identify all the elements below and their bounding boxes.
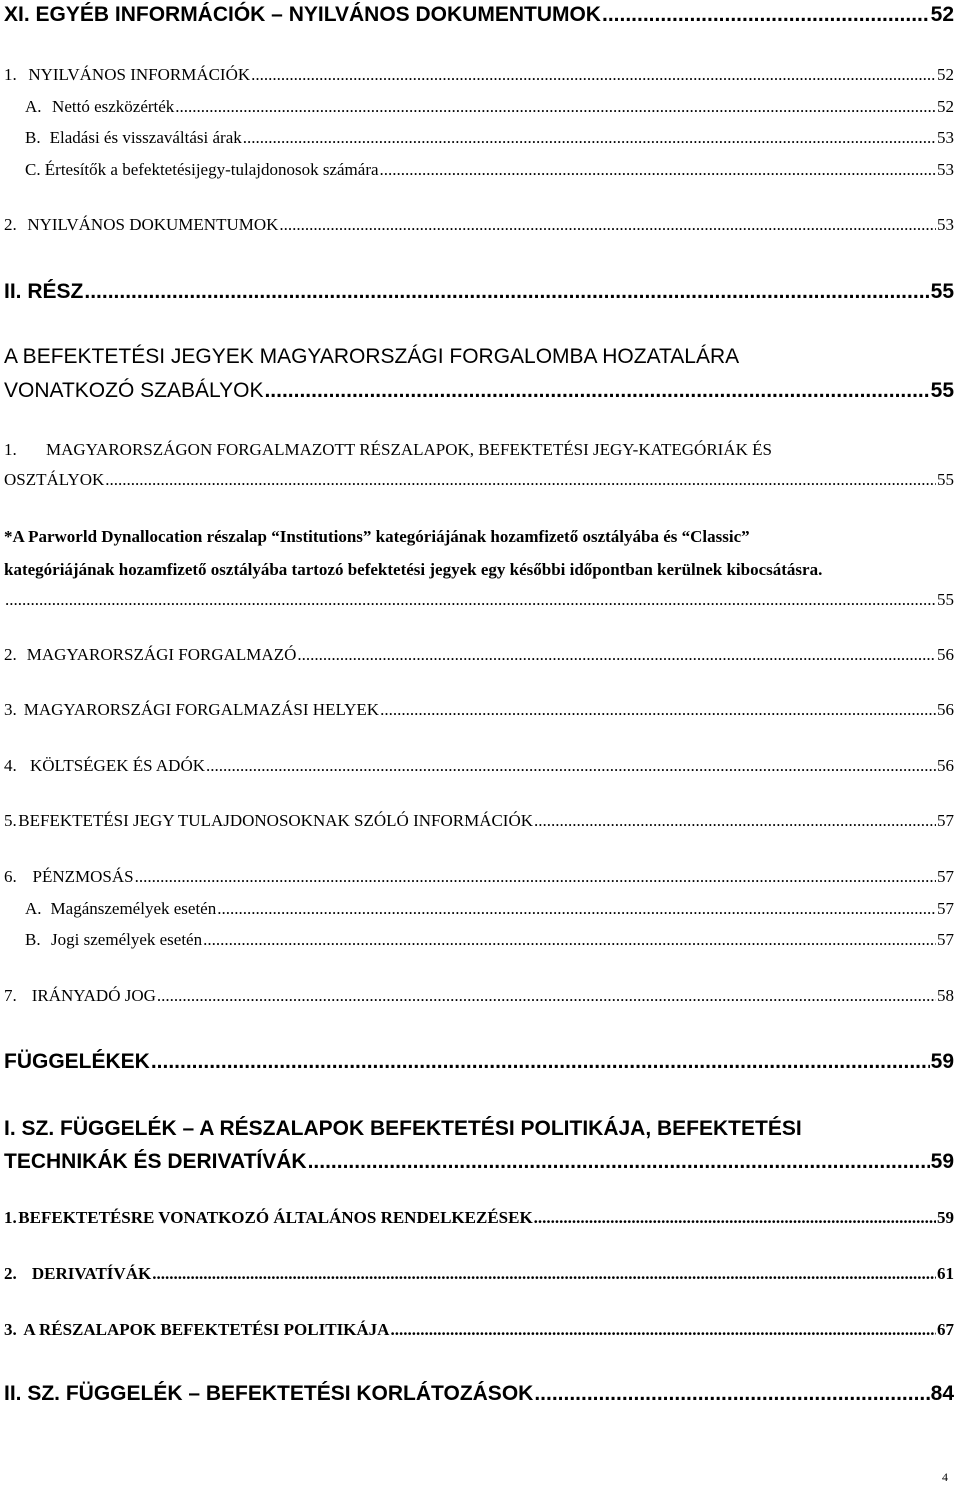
toc-number: 5. (4, 811, 17, 830)
toc-entry-parworld-line1[interactable] (4, 527, 750, 547)
toc-page: 58 (937, 986, 954, 1005)
toc-number: 1. (4, 440, 17, 459)
toc-page: 57 (937, 811, 954, 830)
toc-label: Magánszemélyek esetén (50, 899, 217, 918)
toc-entry-maganszemelyek[interactable] (25, 899, 954, 919)
toc-number: C. (25, 160, 41, 179)
toc-entry-parworld-line2[interactable] (4, 560, 822, 580)
toc-leader (175, 97, 936, 117)
toc-page: 57 (937, 899, 954, 918)
toc-page: 57 (937, 867, 954, 886)
toc-number: B. (25, 128, 41, 147)
toc-entry-befektetesi-politika[interactable] (4, 1320, 954, 1340)
toc-entry-forgalmazasi-helyek[interactable] (4, 700, 954, 720)
toc-page: 84 (930, 1382, 954, 1405)
toc-leader (308, 1150, 930, 1174)
toc-entry-ii-sz-fuggelek[interactable] (4, 1382, 954, 1406)
toc-label: MAGYARORSZÁGON FORGALMAZOTT RÉSZALAPOK, BEFEKTETÉSI JEGY-KATEGÓRIÁK ÉS (46, 440, 772, 459)
toc-label: kategóriájának hozamfizető osztályába tartozó befektetési jegyek egy későbbi időpontban kerülnek kibocsátásra. (4, 560, 823, 579)
toc-entry-bef-jegyek-line1[interactable] (4, 345, 739, 369)
toc-number: 6. (4, 867, 17, 886)
toc-leader (264, 379, 929, 403)
toc-number: 1. (4, 1208, 17, 1227)
toc-entry-ii-resz[interactable] (4, 280, 954, 304)
toc-entry-penzmosas[interactable] (4, 867, 954, 887)
toc-page: 52 (937, 97, 954, 116)
toc-label: Értesítők a befektetésijegy-tulajdonosok számára (44, 160, 379, 179)
toc-entry-ertesitok[interactable] (25, 160, 954, 180)
toc-page: 56 (937, 700, 954, 719)
toc-entry-derivativak[interactable] (4, 1264, 954, 1284)
toc-number: 7. (4, 986, 17, 1005)
toc-page: 59 (937, 1208, 954, 1227)
toc-leader (203, 930, 936, 950)
toc-label: OSZTÁLYOK (4, 470, 105, 489)
toc-page: 55 (930, 379, 954, 402)
toc-page: 55 (937, 590, 954, 609)
toc-page: 59 (930, 1050, 954, 1073)
toc-page: 56 (937, 645, 954, 664)
toc-label: NYILVÁNOS INFORMÁCIÓK (28, 65, 251, 84)
toc-leader (151, 1050, 930, 1074)
toc-leader (534, 1208, 936, 1228)
toc-number: 2. (4, 1264, 17, 1283)
toc-label: VONATKOZÓ SZABÁLYOK (4, 379, 264, 402)
toc-leader (105, 470, 936, 490)
toc-leader (534, 1382, 929, 1406)
toc-leader (380, 160, 936, 180)
toc-label: NYILVÁNOS DOKUMENTUMOK (27, 215, 279, 234)
toc-leader (243, 128, 936, 148)
toc-leader (279, 215, 936, 235)
toc-entry-bef-jegyek-line2[interactable] (4, 379, 954, 403)
toc-page: 67 (937, 1320, 954, 1339)
toc-leader (534, 811, 936, 831)
page-number: 4 (942, 1470, 948, 1484)
toc-entry-forgalmazo[interactable] (4, 645, 954, 665)
toc-label: II. RÉSZ (4, 280, 84, 303)
toc-entry-xi[interactable] (4, 3, 954, 27)
toc-label: BEFEKTETÉSI JEGY TULAJDONOSOKNAK SZÓLÓ INFORMÁCIÓK (18, 811, 534, 830)
toc-page: 55 (930, 280, 954, 303)
toc-page: 59 (930, 1150, 954, 1173)
toc-page: 61 (937, 1264, 954, 1283)
toc-number: 2. (4, 645, 17, 664)
toc-page: 52 (937, 65, 954, 84)
toc-leader (135, 867, 936, 887)
toc-leader (5, 590, 936, 610)
toc-entry-fuggelekek[interactable] (4, 1050, 954, 1074)
toc-entry-koltsegek[interactable] (4, 756, 954, 776)
toc-entry-eladasi-arak[interactable] (25, 128, 954, 148)
toc-label: MAGYARORSZÁGI FORGALMAZÁSI HELYEK (23, 700, 380, 719)
toc-page: 56 (937, 756, 954, 775)
toc-number: A. (25, 97, 42, 116)
toc-page: 53 (937, 215, 954, 234)
toc-label: MAGYARORSZÁGI FORGALMAZÓ (26, 645, 297, 664)
toc-label: Eladási és visszaváltási árak (49, 128, 242, 147)
toc-entry-i-sz-fuggelek-line1[interactable] (4, 1117, 802, 1141)
toc-page: 57 (937, 930, 954, 949)
toc-entry-netto-eszkozertek[interactable] (25, 97, 954, 117)
toc-leader (602, 3, 930, 27)
toc-leader (84, 280, 929, 304)
toc-entry-altalanos-rendelkezesek[interactable] (4, 1208, 954, 1228)
toc-number: A. (25, 899, 42, 918)
toc-label: TECHNIKÁK ÉS DERIVATÍVÁK (4, 1150, 307, 1173)
toc-label: KÖLTSÉGEK ÉS ADÓK (29, 756, 205, 775)
toc-label: IRÁNYADÓ JOG (31, 986, 156, 1005)
toc-label: Nettó eszközérték (52, 97, 175, 116)
toc-entry-nyilvanos-dokumentumok[interactable] (4, 215, 954, 235)
toc-leader (390, 1320, 936, 1340)
toc-leader (157, 986, 936, 1006)
toc-label: II. SZ. FÜGGELÉK – BEFEKTETÉSI KORLÁTOZÁSOK (4, 1382, 534, 1405)
toc-entry-magyarorszagon-line1[interactable] (4, 440, 772, 460)
toc-page: 53 (937, 160, 954, 179)
toc-label: I. SZ. FÜGGELÉK – A RÉSZALAPOK BEFEKTETÉSI POLITIKÁJA, BEFEKTETÉSI (4, 1117, 802, 1140)
toc-entry-jogi-szemelyek[interactable] (25, 930, 954, 950)
toc-entry-tulajdonosoknak[interactable] (4, 811, 954, 831)
toc-leader (206, 756, 936, 776)
toc-label: A RÉSZALAPOK BEFEKTETÉSI POLITIKÁJA (23, 1320, 390, 1339)
toc-leader (380, 700, 936, 720)
toc-page: 55 (937, 470, 954, 489)
toc-label: BEFEKTETÉSRE VONATKOZÓ ÁLTALÁNOS RENDELKEZÉSEK (18, 1208, 533, 1227)
toc-label: PÉNZMOSÁS (32, 867, 134, 886)
toc-entry-iranyado-jog[interactable] (4, 986, 954, 1006)
toc-number: 1. (4, 65, 17, 84)
toc-label: Jogi személyek esetén (51, 930, 203, 949)
toc-leader (251, 65, 936, 85)
toc-label: *A Parworld Dynallocation részalap “Institutions” kategóriájának hozamfizető osztályába és “Classic” (4, 527, 750, 546)
toc-entry-nyilvanos-informaciok[interactable] (4, 65, 954, 85)
toc-number: 4. (4, 756, 17, 775)
toc-leader (297, 645, 936, 665)
toc-number: B. (25, 930, 41, 949)
toc-label: DERIVATÍVÁK (31, 1264, 152, 1283)
toc-page: 53 (937, 128, 954, 147)
toc-label: A BEFEKTETÉSI JEGYEK MAGYARORSZÁGI FORGALOMBA HOZATALÁRA (4, 345, 740, 368)
toc-label: XI. EGYÉB INFORMÁCIÓK – NYILVÁNOS DOKUMENTUMOK (4, 3, 601, 26)
toc-entry-parworld-line3[interactable] (4, 590, 954, 610)
toc-number: 2. (4, 215, 17, 234)
toc-entry-magyarorszagon-line2[interactable] (4, 470, 954, 490)
toc-entry-i-sz-fuggelek-line2[interactable] (4, 1150, 954, 1174)
toc-page: 52 (930, 3, 954, 26)
toc-label: FÜGGELÉKEK (4, 1050, 150, 1073)
toc-number: 3. (4, 700, 17, 719)
toc-leader (152, 1264, 936, 1284)
toc-leader (217, 899, 936, 919)
toc-number: 3. (4, 1320, 17, 1339)
